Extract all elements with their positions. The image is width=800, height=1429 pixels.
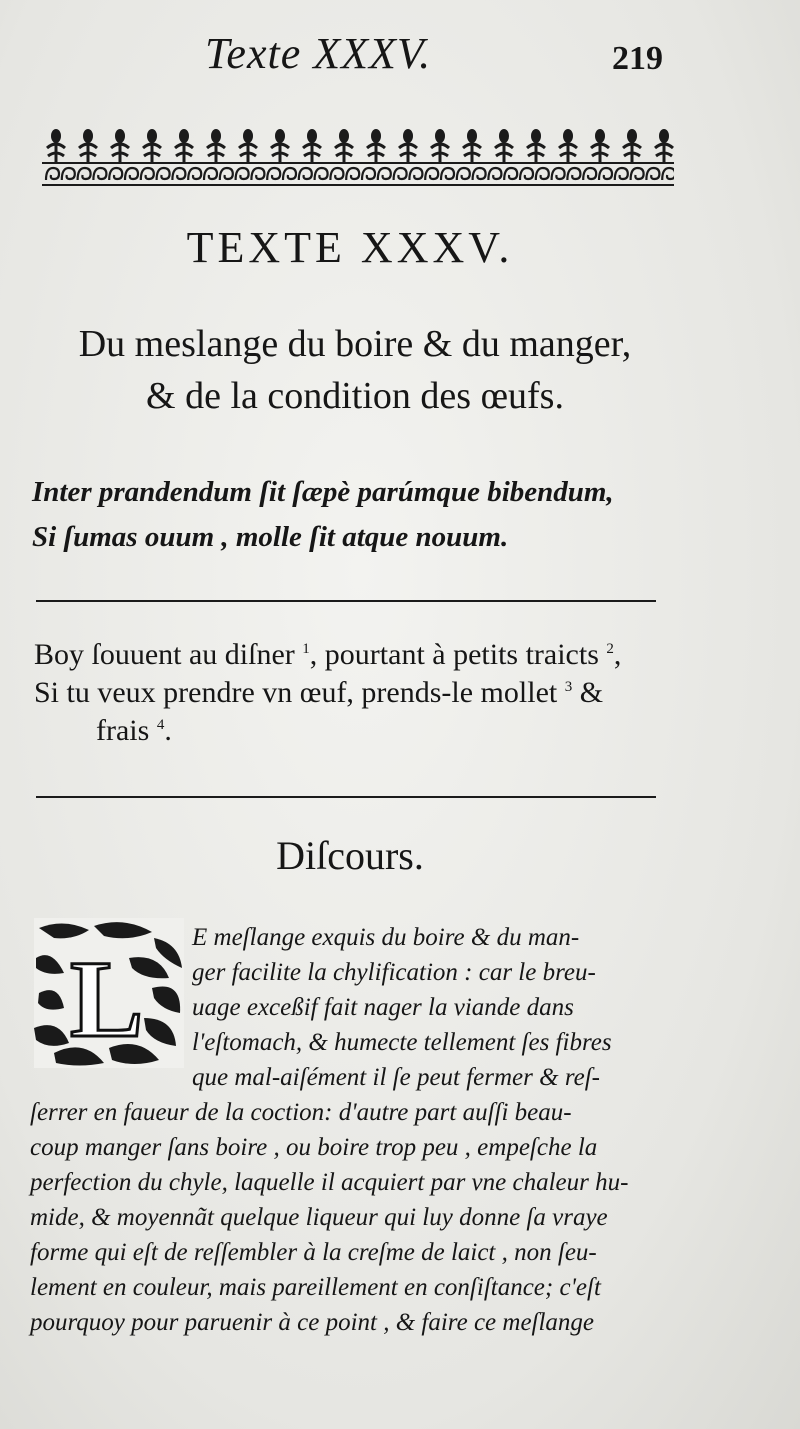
body-line: l'eſtomach, & humecte tellement ſes fibres	[192, 1029, 612, 1056]
body-line: uage exceßif fait nager la viande dans	[192, 994, 574, 1021]
scroll-icon	[599, 168, 612, 180]
scroll-icon	[615, 168, 628, 180]
scroll-icon	[188, 168, 201, 180]
scroll-icon	[299, 168, 312, 180]
scroll-icon	[251, 168, 264, 180]
translation-text: Si tu veux prendre vn œuf, prends-le mollet	[34, 676, 565, 709]
fleuron-icon	[335, 129, 353, 162]
fleuron-icon	[591, 129, 609, 162]
scroll-icon	[330, 168, 343, 180]
scroll-icon	[125, 168, 138, 180]
scroll-icon	[646, 168, 659, 180]
scroll-icon	[283, 168, 296, 180]
translation-text: Boy ſouuent au diſner	[34, 638, 303, 671]
latin-verse	[32, 470, 692, 560]
scroll-icon	[315, 168, 328, 180]
translation-line-1	[34, 636, 684, 674]
scroll-icon	[583, 168, 596, 180]
body-line: perfection du chyle, laquelle il acquiert par vne chaleur hu-	[30, 1169, 629, 1196]
scroll-icon	[425, 168, 438, 180]
scroll-icon	[346, 168, 359, 180]
scroll-icon	[441, 168, 454, 180]
fleuron-icon	[143, 129, 161, 162]
translation-line-2	[34, 674, 684, 712]
scroll-icon	[362, 168, 375, 180]
divider-rule-bottom	[36, 796, 656, 798]
scroll-icon	[378, 168, 391, 180]
scroll-icon	[236, 168, 249, 180]
chapter-title: TEXTE XXXV.	[186, 223, 514, 272]
translation-text: ,	[613, 638, 622, 671]
latin-line-1: Inter prandendum ſit ſæpè parúmque bibendum,	[32, 476, 614, 508]
translation-text: frais	[96, 714, 157, 747]
scroll-icon	[157, 168, 170, 180]
scroll-icon	[93, 168, 106, 180]
discours-body	[30, 920, 680, 1340]
scroll-icon	[536, 168, 549, 180]
scroll-icon	[473, 168, 486, 180]
scroll-icon	[109, 168, 122, 180]
running-head-title: Texte XXXV.	[205, 29, 432, 78]
body-line: lement en couleur, mais pareillement en conſiſtance; c'eſt	[30, 1274, 601, 1301]
translation-text: , pourtant à petits traicts	[309, 638, 607, 671]
fleuron-icon	[463, 129, 481, 162]
fleuron-icon	[655, 129, 673, 162]
fleuron-icon	[495, 129, 513, 162]
body-line: coup manger ſans boire , ou boire trop peu , empeſche la	[30, 1134, 598, 1161]
footnote-ref: 2	[606, 641, 614, 657]
discours-heading: Diſcours.	[276, 833, 424, 878]
body-line: ger facilite la chylification : car le breu-	[192, 959, 596, 986]
scroll-icon	[504, 168, 517, 180]
body-line: ſerrer en faueur de la coction: d'autre part auſſi beau-	[30, 1099, 572, 1126]
translation-text: &	[572, 676, 604, 709]
fleuron-icon	[239, 129, 257, 162]
scroll-icon	[662, 168, 674, 180]
dropcap-letter: L	[70, 938, 144, 1060]
scroll-icon	[267, 168, 280, 180]
scroll-icon	[141, 168, 154, 180]
fleuron-icon	[303, 129, 321, 162]
fleuron-icon	[527, 129, 545, 162]
fleuron-icon	[111, 129, 129, 162]
chapter-subtitle	[30, 318, 680, 422]
scroll-icon	[488, 168, 501, 180]
footnote-ref: 3	[564, 679, 573, 695]
subtitle-line-1: Du meslange du boire & du manger,	[78, 323, 632, 365]
body-line: mide, & moyennãt quelque liqueur qui luy donne ſa vraye	[30, 1204, 608, 1231]
page-number: 219	[612, 40, 663, 77]
scroll-icon	[409, 168, 422, 180]
fleuron-icon	[559, 129, 577, 162]
scroll-icon	[520, 168, 533, 180]
scroll-icon	[172, 168, 185, 180]
body-line: pourquoy pour paruenir à ce point , & faire ce meſlange	[30, 1309, 595, 1336]
scroll-icon	[394, 168, 407, 180]
fleuron-icon	[623, 129, 641, 162]
body-line: forme qui eſt de reſſembler à la creſme de laict , non ſeu-	[30, 1239, 597, 1266]
body-line: que mal-aiſément il ſe peut fermer & reſ-	[192, 1064, 600, 1091]
subtitle-line-2: & de la condition des œufs.	[146, 375, 564, 417]
fleuron-icon	[399, 129, 417, 162]
scroll-icon	[552, 168, 565, 180]
scroll-icon	[46, 168, 59, 180]
scroll-icon	[457, 168, 470, 180]
fleuron-ornament-band	[42, 128, 674, 188]
fleuron-icon	[79, 129, 97, 162]
fleuron-icon	[175, 129, 193, 162]
scroll-icon	[567, 168, 580, 180]
scroll-icon	[631, 168, 644, 180]
fleuron-icon	[431, 129, 449, 162]
fleuron-icon	[47, 129, 65, 162]
latin-line-2: Si ſumas ouum , molle ſit atque nouum.	[32, 521, 509, 553]
scroll-icon	[204, 168, 217, 180]
divider-rule-top	[36, 600, 656, 602]
fleuron-icon	[367, 129, 385, 162]
french-translation	[34, 636, 684, 750]
running-head	[0, 22, 800, 82]
scroll-icon	[62, 168, 75, 180]
footnote-ref: 1	[302, 641, 310, 657]
scroll-icon	[78, 168, 91, 180]
fleuron-icon	[207, 129, 225, 162]
fleuron-icon	[271, 129, 289, 162]
translation-line-3	[34, 712, 684, 750]
scroll-icon	[220, 168, 233, 180]
translation-text: .	[164, 714, 172, 747]
body-line: E meſlange exquis du boire & du man-	[192, 924, 580, 951]
footnote-ref: 4	[156, 717, 165, 733]
